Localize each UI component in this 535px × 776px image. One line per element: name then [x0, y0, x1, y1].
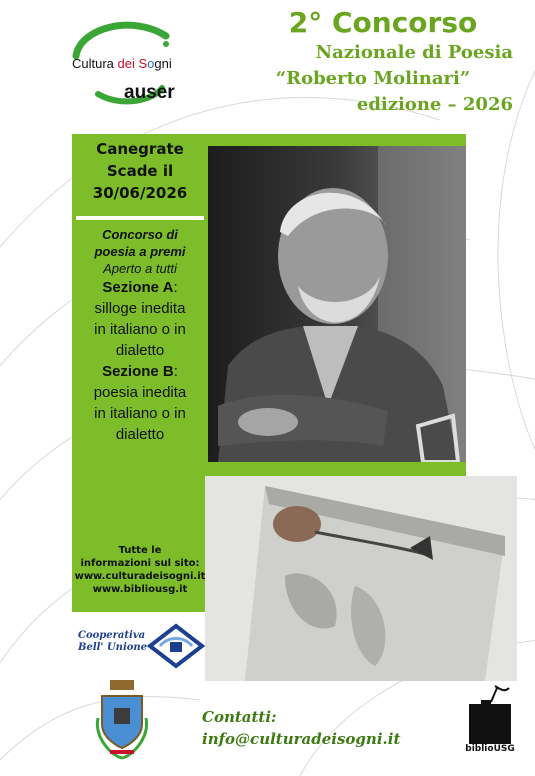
bibliousg-label: biblioUSG [465, 744, 515, 754]
coop-text [78, 630, 147, 654]
info-line-1: Tutte le [118, 545, 162, 556]
municipal-crest [92, 678, 152, 760]
contest-description [78, 226, 202, 445]
contacts-email-link[interactable]: info@culturadeisogni.it [202, 730, 401, 748]
section-b-desc-1: poesia inedita [93, 384, 187, 401]
section-b-desc-2: in italiano o in [94, 405, 186, 422]
title-line-3: “Roberto Molinari” [275, 68, 471, 89]
coop-line-2: Bell' Unione [78, 642, 148, 653]
title-line-4: edizione – 2026 [356, 94, 513, 115]
logo-word-dei: dei S [117, 56, 148, 71]
section-b-heading [78, 361, 202, 382]
green-bottom-strip [208, 462, 466, 476]
logo-wordmark [72, 56, 172, 71]
deadline-box [76, 138, 204, 220]
portrait-illustration [208, 146, 466, 462]
book-photo [205, 476, 517, 681]
deadline-city: Canegrate [96, 140, 184, 158]
title-line-2: Nazionale di Poesia [315, 42, 513, 63]
coop-emblem-icon [146, 622, 206, 670]
contest-line-2: poesia a premi [94, 244, 186, 259]
portrait-photo [208, 146, 466, 462]
cultura-dei-sogni-logo [62, 12, 212, 112]
title-line-1: 2° Concorso [288, 6, 478, 39]
section-a-heading [78, 277, 202, 298]
contest-line-1: Concorso di [102, 227, 178, 242]
section-b-colon: : [173, 363, 178, 380]
logo-letter-o: o [147, 56, 155, 71]
logo-word-cultura: Cultura [72, 56, 118, 71]
section-a-desc-1: silloge inedita [94, 300, 186, 317]
link-culturadeisogni[interactable]: www.culturadeisogni.it [74, 571, 206, 582]
contest-open-to-all: Aperto a tutti [103, 261, 177, 276]
section-b-desc-3: dialetto [115, 426, 165, 443]
title-block [233, 6, 513, 118]
logo-auser: auser [124, 82, 175, 103]
cooperativa-logo [78, 622, 206, 670]
green-top-strip [208, 134, 466, 146]
section-b-title: Sezione B [102, 363, 174, 380]
crest-shield-icon [92, 678, 152, 760]
coop-line-1: Cooperativa [78, 630, 146, 641]
contacts-label: Contatti: [202, 708, 277, 726]
info-box [74, 544, 206, 596]
book-illustration [205, 476, 517, 681]
deadline-date: 30/06/2026 [92, 184, 188, 202]
section-a-desc-2: in italiano o in [94, 321, 186, 338]
info-line-2: informazioni sul sito: [80, 558, 200, 569]
bibliousg-emblem-icon [461, 682, 519, 744]
contacts-block [202, 706, 400, 750]
section-a-title: Sezione A [102, 279, 174, 296]
section-a-colon: : [173, 279, 178, 296]
deadline-label: Scade il [106, 162, 174, 180]
section-a-desc-3: dialetto [115, 342, 165, 359]
link-bibliousg[interactable]: www.bibliousg.it [92, 584, 188, 595]
logo-word-gni: gni [154, 56, 172, 71]
